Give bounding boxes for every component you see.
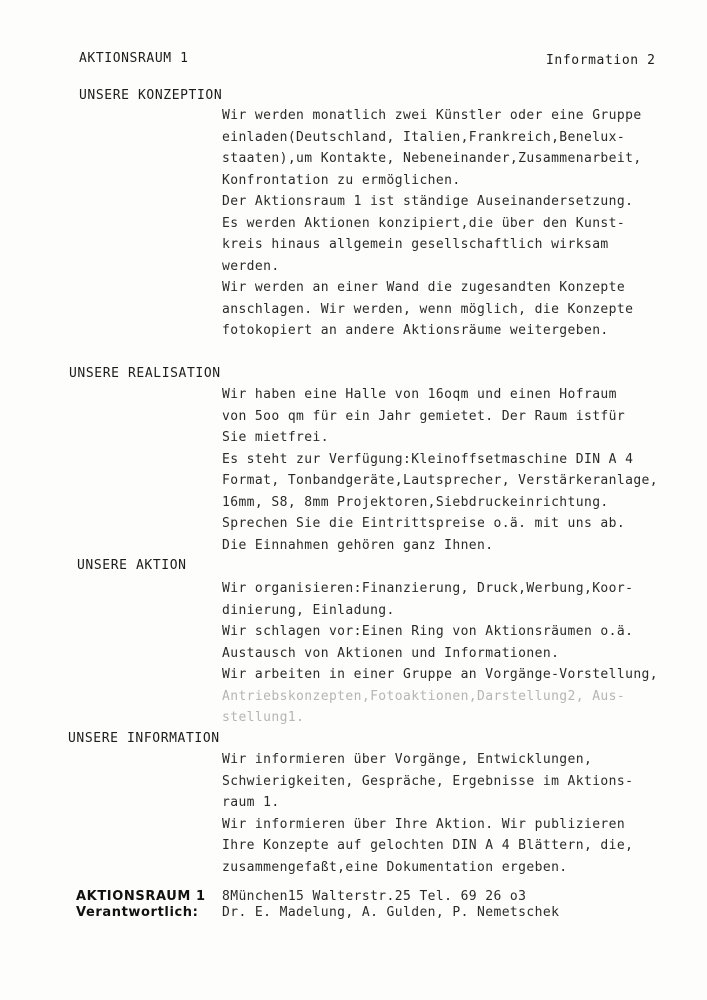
section-heading-aktion: UNSERE AKTION — [77, 558, 187, 573]
text-line: dinierung, Einladung. — [222, 602, 395, 618]
text-line: Austausch von Aktionen und Informationen. — [222, 645, 560, 661]
section-body-aktion — [222, 578, 692, 729]
text-line: von 5oo qm für ein Jahr gemietet. Der Raum istfür — [222, 408, 626, 424]
text-line: Wir werden monatlich zwei Künstler oder eine Gruppe — [222, 108, 642, 123]
text-line: Sprechen Sie die Eintrittspreise o.ä. mit uns ab. — [222, 516, 626, 531]
text-line: staaten),um Kontakte, Nebeneinander,Zusammenarbeit, — [222, 151, 642, 166]
text-line: Schwierigkeiten, Gespräche, Ergebnisse im Aktions- — [222, 773, 634, 789]
text-line: Ihre Konzepte auf gelochten DIN A 4 Blättern, die, — [222, 838, 634, 853]
text-line: Wir werden an einer Wand die zugesandten Konzepte — [222, 280, 626, 295]
footer-address: 8München15 Walterstr.25 Tel. 69 26 o3 — [222, 889, 527, 904]
footer-labels — [76, 889, 206, 921]
text-line: fotokopiert an andere Aktionsräume weitergeben. — [222, 323, 609, 338]
text-line: einladen(Deutschland, Italien,Frankreich,Benelux- — [222, 129, 626, 145]
text-line: Wir haben eine Halle von 16oqm und einen Hofraum — [222, 387, 617, 402]
section-heading-realisation: UNSERE REALISATION — [69, 366, 221, 381]
text-line: 16mm, S8, 8mm Projektoren,Siebdruckeinrichtung. — [222, 494, 609, 510]
text-line: Der Aktionsraum 1 ist ständige Auseinandersetzung. — [222, 194, 634, 209]
header-page-info: Information 2 — [546, 53, 656, 68]
footer-details — [222, 889, 559, 921]
text-line: kreis hinaus allgemein gesellschaftlich wirksam — [222, 237, 609, 252]
section-heading-konzeption: UNSERE KONZEPTION — [79, 88, 223, 103]
text-line: Es steht zur Verfügung:Kleinoffsetmaschine DIN A 4 — [222, 451, 634, 467]
text-line: Sie mietfrei. — [222, 430, 329, 445]
text-line: Konfrontation zu ermöglichen. — [222, 172, 461, 188]
text-line: Es werden Aktionen konzipiert,die über den Kunst- — [222, 215, 626, 231]
text-line: stellung1. — [222, 710, 305, 725]
section-body-realisation — [222, 384, 692, 556]
footer-responsible-label: Verantwortlich: — [76, 905, 199, 920]
section-body-konzeption — [222, 105, 692, 342]
text-line: Wir schlagen vor:Einen Ring von Aktionsräumen o.ä. — [222, 624, 634, 639]
text-line: werden. — [222, 258, 280, 274]
footer-names: Dr. E. Madelung, A. Gulden, P. Nemetschek — [222, 905, 560, 920]
text-line: Die Einnahmen gehören ganz Ihnen. — [222, 537, 494, 553]
text-line: anschlagen. Wir werden, wenn möglich, die Konzepte — [222, 301, 634, 317]
section-heading-information: UNSERE INFORMATION — [68, 731, 220, 746]
text-line: Wir informieren über Vorgänge, Entwicklungen, — [222, 752, 593, 767]
footer-org-label: AKTIONSRAUM 1 — [76, 889, 206, 904]
text-line: Wir informieren über Ihre Aktion. Wir publizieren — [222, 816, 626, 832]
text-line: Wir organisieren:Finanzierung, Druck,Werbung,Koor- — [222, 581, 634, 596]
text-line: Wir arbeiten in einer Gruppe an Vorgänge-Vorstellung, — [222, 667, 659, 682]
text-line: zusammengefaßt,eine Dokumentation ergeben. — [222, 859, 568, 875]
header-left-title: AKTIONSRAUM 1 — [79, 51, 189, 66]
text-line: raum 1. — [222, 795, 280, 810]
text-line: Format, Tonbandgeräte,Lautsprecher, Verstärkeranlage, — [222, 473, 659, 488]
section-body-information — [222, 749, 692, 878]
text-line: Antriebskonzepten,Fotoaktionen,Darstellung2, Aus- — [222, 688, 626, 704]
